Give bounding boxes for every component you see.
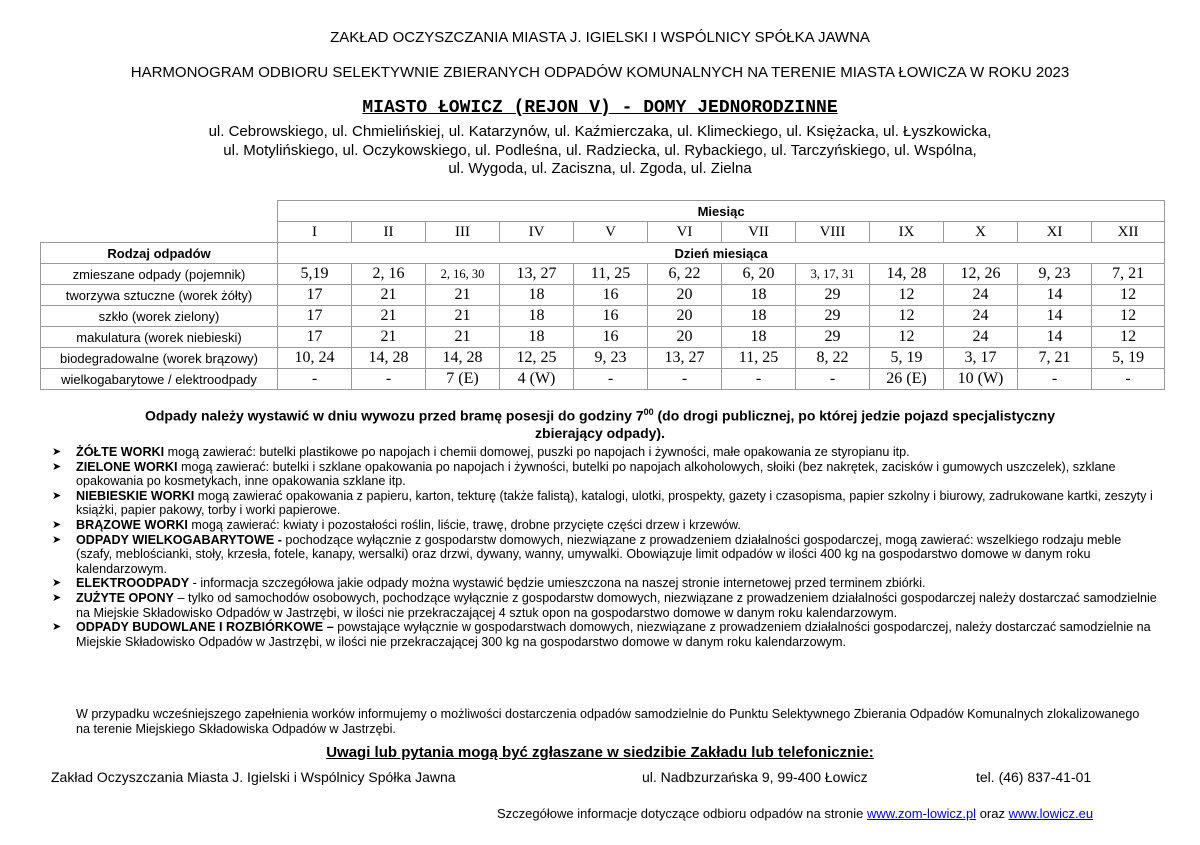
rule-text: – tylko od samochodów osobowych, pochodzące wyłącznie z gospodarstw domowych, niezwiązane z prowadzeniem działalności gospodarczej należy dostarczać samodzielnie na Miejskie Składowisko Odpadów w Jastrzębi, w ilości nie przekraczającej 4 sztuk opon na gospodarstwo domowe w danym roku kalendarzowym.: [76, 590, 1157, 620]
day-cell: -: [352, 369, 426, 390]
day-cell: 14, 28: [426, 348, 500, 369]
day-cell: 11, 25: [574, 264, 648, 285]
company-header: ZAKŁAD OCZYSZCZANIA MIASTA J. IGIELSKI I WSPÓLNICY SPÓŁKA JAWNA: [330, 29, 870, 46]
notice-text: Odpady należy wystawić w dniu wywozu przed bramę posesji do godziny 7: [144, 407, 644, 424]
day-cell: 5,19: [278, 264, 352, 285]
waste-type-cell: biodegradowalne (worek brązowy): [41, 348, 278, 369]
rule-title: ELEKTROODPADY: [76, 576, 190, 591]
month-cell: VIII: [796, 222, 870, 243]
day-cell: 20: [648, 306, 722, 327]
rule-text: mogą zawierać: butelki plastikowe po napojach i chemii domowej, puszki po napojach i żywności, małe opakowania ze styropianu itp.: [164, 445, 910, 459]
schedule-table: [40, 200, 1165, 390]
day-cell: 7, 21: [1018, 348, 1092, 369]
day-cell: 17: [278, 285, 352, 306]
waste-type-cell: szkło (worek zielony): [41, 306, 278, 327]
arrow-bullet-icon: ➤: [52, 446, 62, 458]
rule-text: mogą zawierać opakowania z papieru, karton, tekturę (także falistą), katalogi, ulotki, prospekty, gazety i czasopisma, papier szkolny i biurowy, zadrukowane kartki, zeszyty i książki, papier pakowy, torby i worki papierowe.: [76, 488, 1153, 518]
day-cell: 12: [1092, 285, 1165, 306]
waste-type-cell: tworzywa sztuczne (worek żółty): [41, 285, 278, 306]
rule-title: ZIELONE WORKI: [76, 459, 178, 474]
street-list: [0, 123, 1200, 179]
footer-phone: tel. (46) 837-41-01: [976, 769, 1092, 785]
day-cell: 26 (E): [870, 369, 944, 390]
day-cell: 29: [796, 285, 870, 306]
notice-line-2: zbierający odpady).: [535, 424, 665, 441]
day-cell: 21: [352, 285, 426, 306]
day-cell: 6, 20: [722, 264, 796, 285]
month-cell: VII: [722, 222, 796, 243]
day-cell: -: [796, 369, 870, 390]
rule-item: [50, 460, 1160, 489]
day-cell: 21: [426, 306, 500, 327]
rule-text: powstające wyłącznie w gospodarstwach domowych, niezwiązane z prowadzeniem działalności gospodarczej, należy dostarczać samodzielnie na Miejskie Składowisko Odpadów w Jastrzębi, w ilości nie przekraczającej 300 kg na gospodarstwo domowe w danym roku kalendarzowym.: [76, 620, 1151, 649]
day-cell: 3, 17: [944, 348, 1018, 369]
day-cell: 14, 28: [352, 348, 426, 369]
month-cell: X: [944, 222, 1018, 243]
month-cell: V: [574, 222, 648, 243]
month-header: Miesiąc: [278, 201, 1165, 222]
arrow-bullet-icon: ➤: [52, 518, 62, 531]
table-row: [41, 264, 1165, 285]
month-cell: XII: [1092, 222, 1165, 243]
day-cell: 24: [944, 285, 1018, 306]
table-row: [41, 327, 1165, 348]
arrow-bullet-icon: ➤: [52, 621, 62, 634]
waste-type-cell: wielkogabarytowe / elektroodpady: [41, 369, 278, 390]
day-cell: 12: [1092, 327, 1165, 348]
day-cell: 24: [944, 306, 1018, 327]
day-cell: 12: [1092, 306, 1165, 327]
waste-type-cell: zmieszane odpady (pojemnik): [41, 264, 278, 285]
rule-text: pochodzące wyłącznie z gospodarstw domowych, niezwiązane z prowadzeniem działalności gospodarczej, mogą zawierać: wszelkiego rodzaju meble (szafy, meblościanki, stoły, krzesła, fotele, kanapy, wersalki) oraz drzwi, dywany, wanny, umywalki. Obowiązuje limit odpadów w ilości 400 kg na gospodarstwo domowe w danym roku kalendarzowym.: [76, 532, 1122, 576]
month-cell: II: [352, 222, 426, 243]
notice-hour-sup: 00: [643, 407, 654, 417]
rule-text: mogą zawierać: butelki i szklane opakowania po napojach i żywności, butelki po napojach alkoholowych, słoiki (bez nakrętek, zacisków i gumowych uszczelek), szklane opakowania po kosmetykach, inne opakowania szklane itp.: [76, 459, 1116, 489]
rule-item: [50, 489, 1160, 518]
arrow-bullet-icon: ➤: [52, 533, 62, 546]
rule-item: [50, 620, 1160, 649]
arrow-bullet-icon: ➤: [52, 577, 62, 590]
street-line: ul. Wygoda, ul. Zaciszna, ul. Zgoda, ul. Zielna: [448, 160, 752, 177]
footer-company: Zakład Oczyszczania Miasta J. Igielski i Wspólnicy Spółka Jawna: [51, 769, 456, 785]
waste-type-header: Rodzaj odpadów: [41, 243, 278, 264]
zom-lowicz-link[interactable]: www.zom-lowicz.pl: [867, 806, 977, 821]
day-cell: 5, 19: [1092, 348, 1165, 369]
month-row: [41, 222, 1165, 243]
rule-item: [50, 591, 1160, 620]
day-cell: 14, 28: [870, 264, 944, 285]
collection-notice: [0, 404, 1200, 442]
notice-text-cont: (do drogi publicznej, po której jedzie pojazd specjalistyczny: [653, 407, 1056, 424]
day-cell: 29: [796, 327, 870, 348]
street-line: ul. Motylińskiego, ul. Oczykowskiego, ul. Podleśna, ul. Radziecka, ul. Rybackiego, ul. Tarczyńskiego, ul. Wspólna,: [223, 141, 977, 159]
day-cell: 2, 16, 30: [426, 264, 500, 285]
month-cell: XI: [1018, 222, 1092, 243]
day-cell: 10 (W): [944, 369, 1018, 390]
day-cell: 14: [1018, 306, 1092, 327]
rule-item: [50, 533, 1160, 577]
waste-type-cell: makulatura (worek niebieski): [41, 327, 278, 348]
day-cell: 17: [278, 327, 352, 348]
day-cell: 6, 22: [648, 264, 722, 285]
footer-conj: oraz: [976, 806, 1009, 821]
rule-title: ODPADY BUDOWLANE I ROZBIÓRKOWE –: [76, 620, 334, 635]
day-cell: 16: [574, 327, 648, 348]
rule-title: ZUŻYTE OPONY: [76, 590, 174, 605]
day-cell: 16: [574, 285, 648, 306]
day-cell: -: [722, 369, 796, 390]
rule-item: [50, 518, 1160, 533]
subheader-row: [41, 243, 1165, 264]
month-cell: IX: [870, 222, 944, 243]
rule-item: [50, 576, 1160, 591]
day-cell: 12: [870, 285, 944, 306]
day-cell: 4 (W): [500, 369, 574, 390]
contact-heading: Uwagi lub pytania mogą być zgłaszane w siedzibie Zakładu lub telefonicznie:: [326, 744, 874, 761]
day-cell: 18: [500, 306, 574, 327]
day-cell: 21: [426, 327, 500, 348]
day-cell: -: [278, 369, 352, 390]
day-cell: 18: [722, 306, 796, 327]
arrow-bullet-icon: ➤: [52, 489, 62, 502]
day-cell: 3, 17, 31: [796, 264, 870, 285]
day-cell: -: [574, 369, 648, 390]
day-cell: 20: [648, 327, 722, 348]
day-cell: 14: [1018, 327, 1092, 348]
month-cell: IV: [500, 222, 574, 243]
day-cell: 2, 16: [352, 264, 426, 285]
rule-item: [50, 445, 1160, 460]
day-cell: 16: [574, 306, 648, 327]
day-cell: -: [648, 369, 722, 390]
rule-text: - informacja szczegółowa jakie odpady można wystawić będzie umieszczona na naszej stronie internetowej przed terminem zbiórki.: [189, 576, 926, 591]
arrow-bullet-icon: ➤: [52, 460, 62, 473]
day-cell: 7 (E): [426, 369, 500, 390]
day-cell: 12: [870, 327, 944, 348]
day-cell: 10, 24: [278, 348, 352, 369]
day-cell: 18: [500, 285, 574, 306]
day-cell: 18: [500, 327, 574, 348]
day-cell: 14: [1018, 285, 1092, 306]
lowicz-eu-link[interactable]: www.lowicz.eu: [1008, 806, 1094, 821]
day-cell: 11, 25: [722, 348, 796, 369]
arrow-bullet-icon: ➤: [52, 591, 62, 604]
day-cell: 9, 23: [574, 348, 648, 369]
table-row: [41, 306, 1165, 327]
rule-text: mogą zawierać: kwiaty i pozostałości roślin, liście, trawę, drobne przycięte części drzew i krzewów.: [187, 517, 741, 532]
day-cell: 9, 23: [1018, 264, 1092, 285]
day-cell: 20: [648, 285, 722, 306]
month-label-row: [41, 201, 1165, 222]
footer-address: ul. Nadbzurzańska 9, 99-400 Łowicz: [642, 769, 868, 785]
day-cell: 21: [352, 306, 426, 327]
day-cell: 5, 19: [870, 348, 944, 369]
day-cell: -: [1018, 369, 1092, 390]
day-cell: 21: [352, 327, 426, 348]
day-cell: 13, 27: [648, 348, 722, 369]
area-title: MIASTO ŁOWICZ (REJON V) - DOMY JEDNORODZINNE: [362, 98, 838, 118]
rule-title: ŻÓŁTE WORKI: [76, 445, 165, 459]
month-cell: III: [426, 222, 500, 243]
overflow-info: W przypadku wcześniejszego zapełnienia worków informujemy o możliwości dostarczenia odpadów samodzielnie do Punktu Selektywnego Zbierania Odpadów Komunalnych zlokalizowanego na terenie Miejskiego Składowiska Odpadów w Jastrzębi.: [76, 707, 1140, 736]
month-cell: I: [278, 222, 352, 243]
day-cell: 13, 27: [500, 264, 574, 285]
day-cell: 21: [426, 285, 500, 306]
table-row: [41, 285, 1165, 306]
street-line: ul. Cebrowskiego, ul. Chmielińskiej, ul. Katarzynów, ul. Kaźmierczaka, ul. Klimeckiego, ul. Księżacka, ul. Łyszkowicka,: [208, 123, 992, 140]
day-cell: -: [1092, 369, 1165, 390]
table-row: [41, 369, 1165, 390]
day-cell: 12, 26: [944, 264, 1018, 285]
month-cell: VI: [648, 222, 722, 243]
rule-title: ODPADY WIELKOGABARYTOWE -: [76, 532, 282, 547]
day-cell: 18: [722, 327, 796, 348]
day-cell: 7, 21: [1092, 264, 1165, 285]
day-cell: 18: [722, 285, 796, 306]
day-cell: 12, 25: [500, 348, 574, 369]
day-cell: 12: [870, 306, 944, 327]
day-cell: 17: [278, 306, 352, 327]
rule-title: BRĄZOWE WORKI: [76, 517, 188, 532]
day-cell: 24: [944, 327, 1018, 348]
day-cell: 29: [796, 306, 870, 327]
rule-title: NIEBIESKIE WORKI: [76, 488, 195, 503]
footer-details: [497, 806, 1093, 821]
schedule-title: HARMONOGRAM ODBIORU SELEKTYWNIE ZBIERANYCH ODPADÓW KOMUNALNYCH NA TERENIE MIASTA ŁOWICZA W ROKU 2023: [130, 64, 1070, 81]
day-header: Dzień miesiąca: [278, 243, 1165, 264]
day-cell: 8, 22: [796, 348, 870, 369]
table-row: [41, 348, 1165, 369]
waste-rules-list: [50, 445, 1160, 649]
footer-details-text: Szczegółowe informacje dotyczące odbioru odpadów na stronie: [497, 806, 867, 821]
